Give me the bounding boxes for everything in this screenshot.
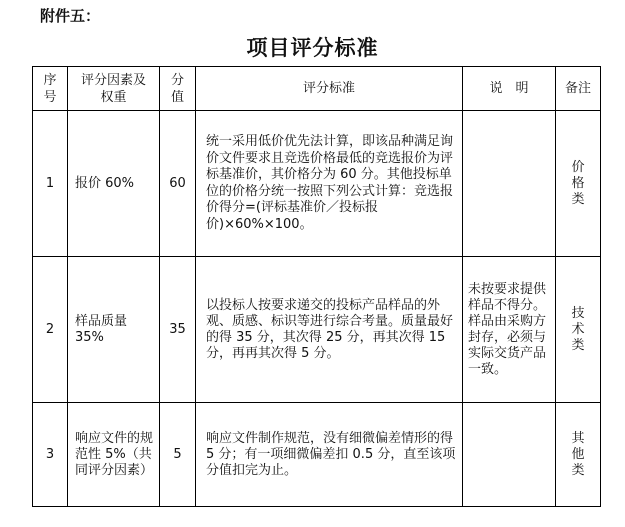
row-score: 5 (160, 403, 196, 507)
row-score: 60 (160, 111, 196, 257)
row-note (463, 111, 556, 257)
header-score: 分值 (160, 67, 196, 111)
row-remark: 其他类 (556, 403, 601, 507)
row-factor: 报价 60% (68, 111, 160, 257)
row-criteria: 响应文件制作规范，没有细微偏差情形的得 5 分；有一项细微偏差扣 0.5 分，直至该项分值扣完为止。 (196, 403, 463, 507)
scoring-table (32, 66, 601, 507)
row-remark: 技术类 (556, 257, 601, 403)
row-index: 1 (33, 111, 68, 257)
header-index: 序号 (33, 67, 68, 111)
page-title: 项目评分标准 (246, 36, 379, 60)
row-criteria: 以投标人按要求递交的投标产品样品的外观、质感、标识等进行综合考量。质量最好的得 35 分，其次得 25 分，再其次得 15 分，再再其次得 5 分。 (196, 257, 463, 403)
table-row (33, 257, 601, 403)
table-row (33, 403, 601, 507)
row-criteria: 统一采用低价优先法计算，即该品种满足询价文件要求且竞选价格最低的竞选报价为评标基准价，其价格分为 60 分。其他投标单位的价格分统一按照下列公式计算：竞选报价得分=(评标基准价／投标报价)×60%×100。 (196, 111, 463, 257)
table-header-row (33, 67, 601, 111)
row-score: 35 (160, 257, 196, 403)
row-index: 2 (33, 257, 68, 403)
row-remark: 价格类 (556, 111, 601, 257)
header-factor: 评分因素及权重 (68, 67, 160, 111)
header-note: 说 明 (463, 67, 556, 111)
attachment-label: 附件五： (40, 7, 101, 25)
table-row (33, 111, 601, 257)
row-note: 未按要求提供样品不得分。样品由采购方封存，必须与实际交货产品一致。 (463, 257, 556, 403)
header-criteria: 评分标准 (196, 67, 463, 111)
row-note (463, 403, 556, 507)
row-factor: 响应文件的规范性 5%（共同评分因素） (68, 403, 160, 507)
row-factor: 样品质量 35% (68, 257, 160, 403)
header-remark: 备注 (556, 67, 601, 111)
row-index: 3 (33, 403, 68, 507)
